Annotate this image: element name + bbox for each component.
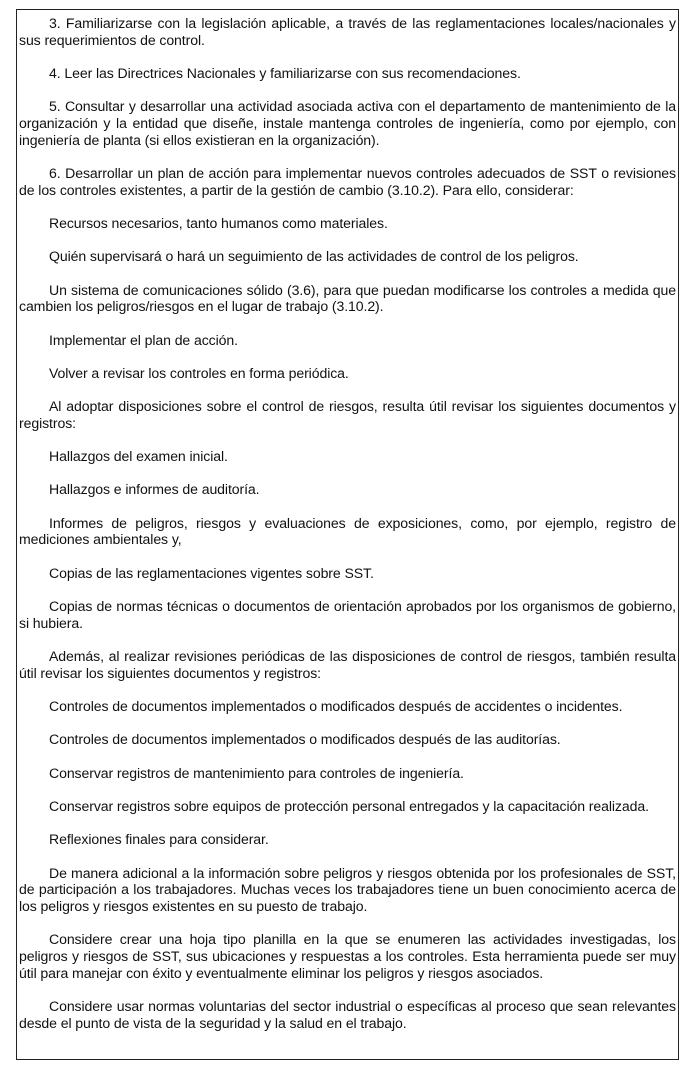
paragraph-periodic-reviews: Además, al realizar revisiones periódicas de las disposiciones de control de riesgos, también resulta útil revisar los siguientes documentos y registros:: [19, 648, 676, 681]
paragraph-implement-plan: Implementar el plan de acción.: [49, 331, 238, 348]
paragraph-voluntary-standards: Considere usar normas voluntarias del sector industrial o específicas al proceso que sean relevantes desde el punto de vista de la seguridad y la salud en el trabajo.: [19, 997, 676, 1031]
bordered-text-box: [16, 9, 679, 1060]
paragraph-hazard-reports: Informes de peligros, riesgos y evaluaciones de exposiciones, como, por ejemplo, registro de mediciones ambientales y,: [19, 514, 676, 548]
paragraph-initial-exam: Hallazgos del examen inicial.: [49, 448, 228, 465]
paragraph-item-4: 4. Leer las Directrices Nacionales y familiarizarse con sus recomendaciones.: [49, 65, 521, 81]
paragraph-adopt-dispositions: Al adoptar disposiciones sobre el control de riesgos, resulta útil revisar los siguientes documentos y registros:: [19, 398, 676, 431]
paragraph-maintenance-records: Conservar registros de mantenimiento para controles de ingeniería.: [49, 764, 464, 781]
paragraph-worker-participation: De manera adicional a la información sobre peligros y riesgos obtenida por los profesionales de SST, de participación a los trabajadores. Muchas veces los trabajadores tiene un buen conocimiento acerca de los peligros y riesgos existentes en su puesto de trabajo.: [19, 864, 676, 914]
paragraph-controls-accidents: Controles de documentos implementados o modificados después de accidentes o incidentes.: [49, 698, 623, 715]
paragraph-final-reflections: Reflexiones finales para considerar.: [49, 831, 269, 848]
paragraph-regulation-copies: Copias de las reglamentaciones vigentes sobre SST.: [49, 564, 374, 581]
paragraph-controls-audits: Controles de documentos implementados o modificados después de las auditorías.: [49, 731, 561, 748]
paragraph-item-5: 5. Consultar y desarrollar una actividad asociada activa con el departamento de mantenimiento de la organización y la entidad que diseñe, instale mantenga controles de ingeniería, como por ejemplo, con ingeniería de planta (si ellos existieran en la organización).: [19, 98, 676, 148]
paragraph-review-controls: Volver a revisar los controles en forma periódica.: [49, 364, 349, 381]
paragraph-spreadsheet: Considere crear una hoja tipo planilla en la que se enumeren las actividades investigadas, los peligros y riesgos de SST, sus ubicaciones y respuestas a los controles. Esta herramienta puede ser muy útil para manejar con éxito y eventualmente eliminar los peligros y riesgos asociados.: [19, 931, 676, 981]
paragraph-item-6: 6. Desarrollar un plan de acción para implementar nuevos controles adecuados de SST o revisiones de los controles existentes, a partir de la gestión de cambio (3.10.2). Para ello, considerar:: [19, 165, 676, 198]
paragraph-resources: Recursos necesarios, tanto humanos como materiales.: [49, 215, 388, 231]
paragraph-item-3: 3. Familiarizarse con la legislación aplicable, a través de las reglamentaciones locales/nacionales y sus requerimientos de control.: [19, 15, 676, 48]
paragraph-audit-findings: Hallazgos e informes de auditoría.: [49, 481, 260, 498]
paragraph-supervision: Quién supervisará o hará un seguimiento de las actividades de control de los peligros.: [49, 248, 579, 265]
paragraph-technical-standards: Copias de normas técnicas o documentos de orientación aprobados por los organismos de gobierno, si hubiera.: [19, 598, 676, 631]
paragraph-ppe-records: Conservar registros sobre equipos de protección personal entregados y la capacitación realizada.: [49, 797, 649, 814]
paragraph-communications: Un sistema de comunicaciones sólido (3.6), para que puedan modificarse los controles a medida que cambien los peligros/riesgos en el lugar de trabajo (3.10.2).: [19, 281, 676, 315]
